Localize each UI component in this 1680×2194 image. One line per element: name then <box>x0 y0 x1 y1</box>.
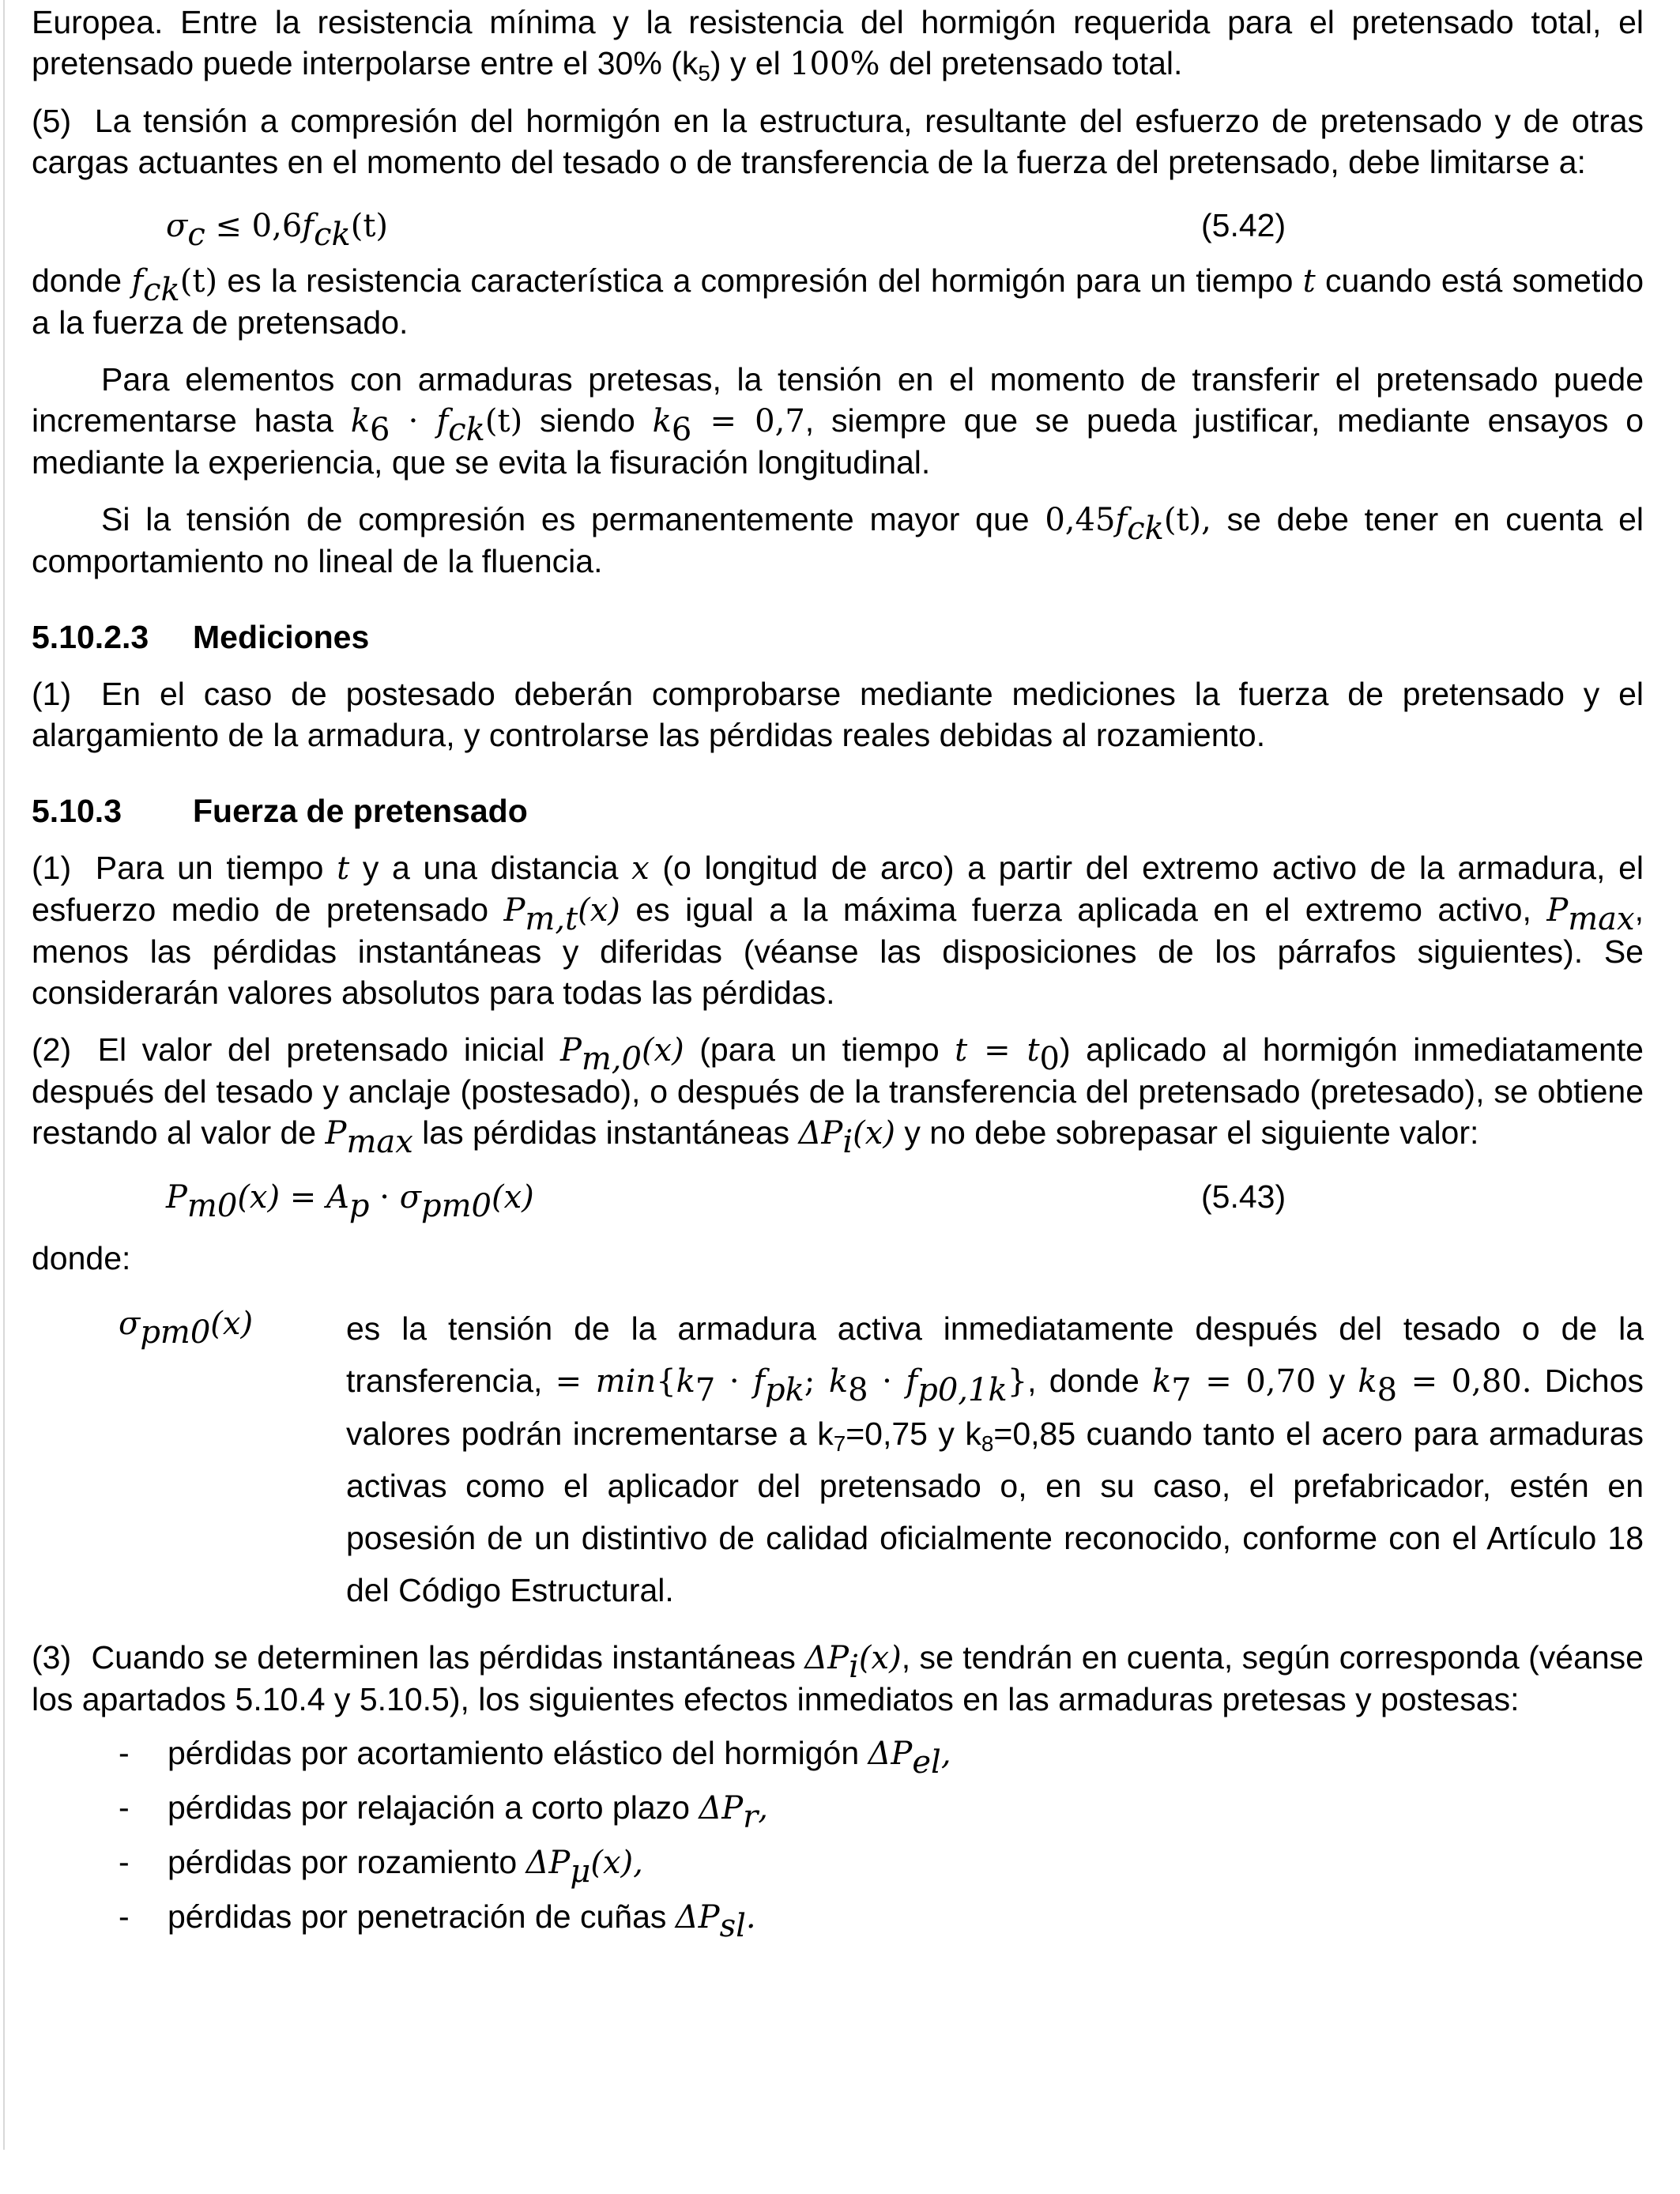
paragraph-number: (1) <box>32 676 72 712</box>
fuerza-paragraph-2: (2) El valor del pretensado inicial $P_{m,0}(x)$ (para un tiempo $t = t_0$) aplicado al hormigón inmediatamente después del tesado y anclaje (postesado), o después de la transferencia del pretensado (pretesado), se obtiene restando al valor de $P_{max}$ las pérdidas instantáneas $\Delta P_i(x)$ y no debe sobrepasar el siguiente valor: <box>32 1031 1644 1161</box>
nolineal-paragraph: Si la tensión de compresión es permanentemente mayor que $0,45f_{ck}(t)$, se debe tener en cuenta el comportamiento no lineal de la fluencia. <box>32 501 1644 579</box>
equation-5-43 <box>32 1171 1644 1225</box>
definition-symbol: $\sigma_{pm0}(x)$ <box>119 1306 254 1351</box>
page-left-border <box>3 0 5 2150</box>
pretesas-paragraph: Para elementos con armaduras pretesas, la tensión en el momento de transferir el pretensado puede incrementarse hasta $k_6 \cdot f_{ck}(t)$ siendo $k_6 = 0,7$, siempre que se pueda justificar, mediante ensayos o mediante la experiencia, que se evita la fisuración longitudinal. <box>32 361 1644 481</box>
paragraph-5: (5) La tensión a compresión del hormigón en la estructura, resultante del esfuerzo de pretensado y de otras cargas actuantes en el momento del tesado o de transferencia de la fuerza del pretensado, debe limitarse a: <box>32 103 1644 180</box>
equation-5-42 <box>32 200 1644 254</box>
equation-number: (5.43) <box>1201 1178 1286 1215</box>
intro-paragraph: Europea. Entre la resistencia mínima y la resistencia del hormigón requerida para el pretensado total, el pretensado puede interpolarse entre el 30% $(k_5)$ y el 100% del pretensado total. <box>32 4 1644 85</box>
list-item: - pérdidas por relajación a corto plazo $\Delta P_r$, <box>119 1789 768 1836</box>
equation-expression: $\sigma_c \le 0,6f_{ck}(t)$ <box>166 208 389 254</box>
losses-list <box>32 1732 1644 1945</box>
paragraph-number: (5) <box>32 103 72 139</box>
paragraph-number: (1) <box>32 850 72 886</box>
fuerza-paragraph-1: (1) Para un tiempo t y a una distancia x (o longitud de arco) a partir del extremo activo de la armadura, el esfuerzo medio de pretensado $P_{m,t}(x)$ es igual a la máxima fuerza aplicada en el extremo activo, $P_{max}$, menos las pérdidas instantáneas y diferidas (véanse las disposiciones de los párrafos siguientes). Se considerarán valores absolutos para todas las pérdidas. <box>32 850 1644 1011</box>
section-heading-5-10-3: 5.10.3 Fuerza de pretensado <box>32 793 528 829</box>
definition-text: es la tensión de la armadura activa inmediatamente después del tesado o de la transferencia, = $\min\{k_7 \cdot f_{pk}$; $k_8 \cdot f_{p0,1k}$}, donde $k_7 = 0,70$ y $k_8 = 0,80$. Dichos valores podrán incrementarse a $k_7=0,75$ y $k_8=0,85$ cuando tanto el acero para armaduras activas como el aplicador del pretensado o, en su caso, el prefabricador, estén en posesión de un distintivo de calidad oficialmente reconocido, conforme con el Artículo 18 del Código Estructural. <box>346 1310 1644 1608</box>
list-item: - pérdidas por penetración de cuñas $\Delta P_{sl}$. <box>119 1898 756 1945</box>
section-heading-5-10-2-3: 5.10.2.3 Mediciones <box>32 619 370 655</box>
donde-paragraph: donde $f_{ck}(t)$ es la resistencia característica a compresión del hormigón para un tiempo t cuando está sometido a la fuerza de pretensado. <box>32 262 1644 341</box>
mediciones-paragraph-1: (1) En el caso de postesado deberán comprobarse mediante mediciones la fuerza de pretensado y el alargamiento de la armadura, y controlarse las pérdidas reales debidas al rozamiento. <box>32 676 1644 753</box>
donde-label: donde: <box>32 1240 131 1276</box>
document-page <box>32 0 1644 1945</box>
paragraph-number: (3) <box>32 1639 72 1676</box>
list-item: - pérdidas por rozamiento $\Delta P_\mu(x)$, <box>119 1844 643 1891</box>
equation-expression: $P_{m0}(x) = A_p \cdot \sigma_{pm0}(x)$ <box>166 1179 534 1225</box>
equation-number: (5.42) <box>1201 207 1286 243</box>
fuerza-paragraph-3: (3) Cuando se determinen las pérdidas instantáneas $\Delta P_i(x)$, se tendrán en cuenta, según corresponda (véanse los apartados 5.10.4 y 5.10.5), los siguientes efectos inmediatos en las armaduras pretesas y postesas: <box>32 1639 1644 1717</box>
definition-sigma-pm0 <box>32 1302 1644 1616</box>
paragraph-number: (2) <box>32 1031 72 1068</box>
list-item: - pérdidas por acortamiento elástico del hormigón $\Delta P_{el}$, <box>119 1735 951 1781</box>
